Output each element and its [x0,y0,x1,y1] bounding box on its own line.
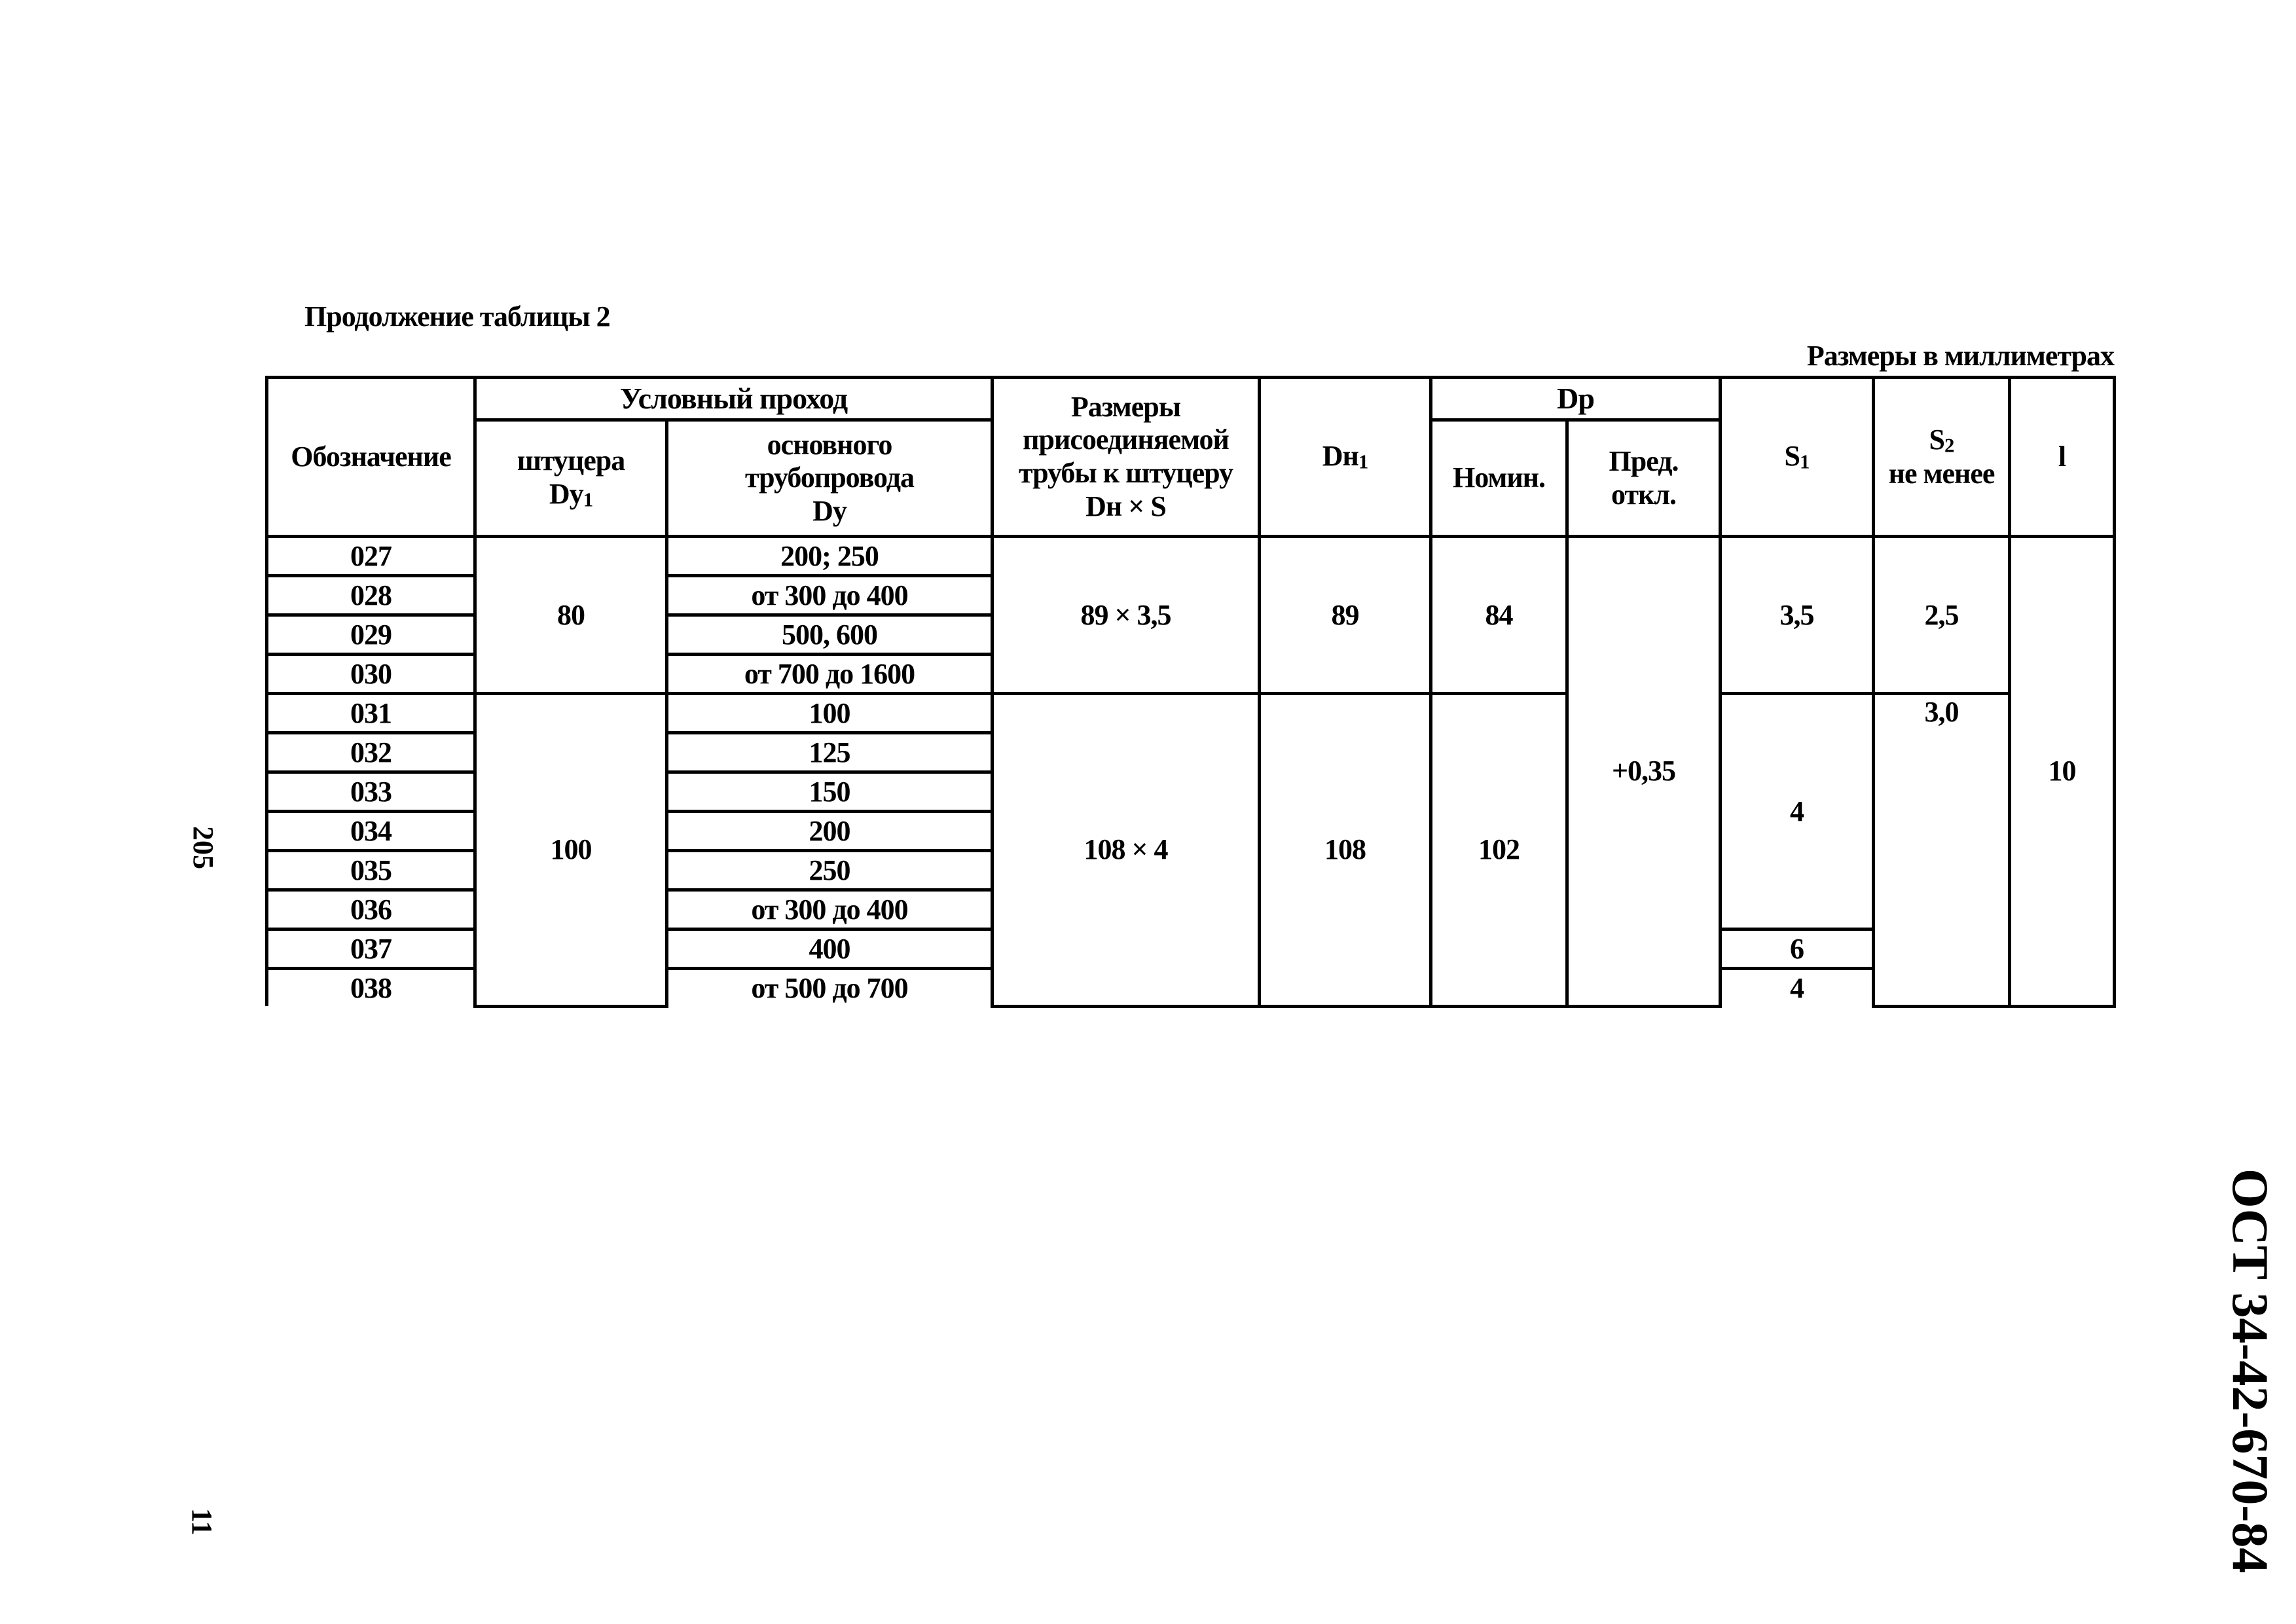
dy-cell: от 500 до 700 [667,969,993,1007]
dy1-cell: 80 [475,537,667,694]
row-id: 038 [267,969,475,1007]
dy-cell: от 300 до 400 [667,890,993,929]
dy-cell: 500, 600 [667,615,993,655]
dn1-cell: 89 [1260,537,1431,694]
dy-cell: 200 [667,812,993,851]
document-code: ОСТ 34-42-670-84 [2222,1168,2279,1574]
row-id: 033 [267,772,475,812]
dy-cell: от 700 до 1600 [667,655,993,694]
dy-cell: 250 [667,851,993,890]
dy-cell: 400 [667,929,993,969]
row-id: 031 [267,694,475,733]
table-row [267,537,2115,576]
s1-cell: 4 [1721,694,1874,929]
pipe-size-cell: 108 × 4 [993,694,1260,1007]
header-main-pipe: основного трубопровода Dy [667,420,993,537]
header-dn1: Dн1 [1260,378,1431,537]
s1-cell: 4 [1721,969,1874,1007]
row-id: 034 [267,812,475,851]
dp-nominal-cell: 84 [1431,537,1567,694]
dn1-cell: 108 [1260,694,1431,1007]
page-number-bottom: 11 [186,1508,218,1536]
row-id: 028 [267,576,475,615]
dy-cell: 100 [667,694,993,733]
dy-cell: 125 [667,733,993,772]
row-id: 035 [267,851,475,890]
dy-cell: от 300 до 400 [667,576,993,615]
tolerance-cell: +0,35 [1567,537,1721,1007]
row-id: 029 [267,615,475,655]
dp-nominal-cell: 102 [1431,694,1567,1007]
header-s1: S1 [1721,378,1874,537]
header-dp: Dр [1431,378,1721,420]
s2-cell: 3,0 [1874,694,2010,1007]
dy-cell: 200; 250 [667,537,993,576]
header-s2: S2 не менее [1874,378,2010,537]
row-id: 030 [267,655,475,694]
spec-table [265,376,2116,1008]
page-number-left: 205 [187,826,219,869]
header-designation: Обозначение [267,378,475,537]
header-pipe-size: Размеры присоединяемой трубы к штуцеру Dн × S [993,378,1260,537]
header-nominal: Номин. [1431,420,1567,537]
s1-cell: 3,5 [1721,537,1874,694]
header-fitting-bore: штуцера Dy1 [475,420,667,537]
pipe-size-cell: 89 × 3,5 [993,537,1260,694]
table-row [267,694,2115,733]
row-id: 037 [267,929,475,969]
dy1-cell: 100 [475,694,667,1007]
dy-cell: 150 [667,772,993,812]
header-nominal-bore: Условный проход [475,378,993,420]
table-caption: Продолжение таблицы 2 [304,300,610,333]
l-cell: 10 [2010,537,2115,1007]
units-note: Размеры в миллиметрах [1806,340,2114,372]
header-tolerance: Пред. откл. [1567,420,1721,537]
row-id: 036 [267,890,475,929]
s1-cell: 6 [1721,929,1874,969]
s2-cell: 2,5 [1874,537,2010,694]
row-id: 032 [267,733,475,772]
header-l: l [2010,378,2115,537]
row-id: 027 [267,537,475,576]
